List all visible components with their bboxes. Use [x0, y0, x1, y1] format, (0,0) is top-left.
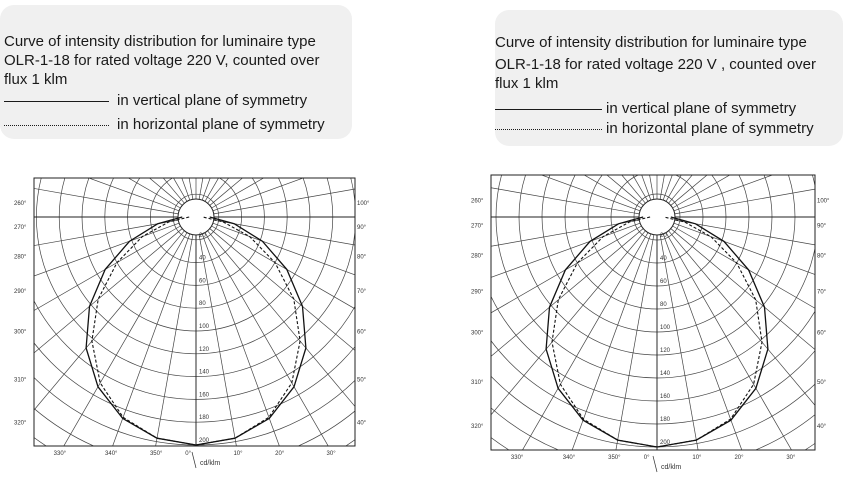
angle-tick-label-bottom: 20°	[734, 455, 744, 461]
angle-tick-label-bottom: 20°	[275, 451, 285, 457]
caption-box	[495, 10, 843, 146]
radial-tick-label: 200	[660, 440, 671, 446]
angle-tick-label-bottom: 330°	[510, 455, 524, 461]
caption-box	[0, 5, 352, 139]
radial-tick-label: 80	[199, 301, 206, 308]
angle-tick-label-right: 40°	[357, 420, 367, 427]
radial-tick-label: 160	[199, 392, 210, 399]
unit-arrow	[653, 456, 657, 472]
caption-line: OLR-1-18 for rated voltage 220 V , counted over	[495, 56, 817, 73]
angle-tick-label-left: 320°	[471, 424, 484, 430]
angle-tick-label-left: 270°	[471, 223, 484, 230]
hub-circle	[639, 199, 675, 235]
solid-line-swatch	[495, 109, 602, 110]
angle-tick-label-right: 70°	[817, 289, 827, 296]
radial-tick-label: 80	[660, 302, 667, 308]
radial-tick-label: 120	[660, 348, 671, 354]
radial-tick-label: 200	[199, 438, 210, 444]
angle-tick-label-right: 50°	[357, 377, 367, 384]
angle-tick-label-bottom: 0°	[185, 451, 192, 457]
angle-tick-label-bottom: 340°	[105, 451, 118, 457]
angle-tick-label-bottom: 350°	[608, 455, 621, 461]
dotted-line-swatch	[4, 125, 109, 126]
chart-panel-right	[427, 0, 853, 495]
radial-tick-label: 100	[199, 324, 210, 330]
angle-tick-label-right: 40°	[817, 424, 827, 430]
unit-label: cd/klm	[661, 464, 682, 471]
angle-tick-label-left: 300°	[14, 329, 27, 336]
angle-tick-label-right: 60°	[817, 330, 827, 337]
polar-intensity-chart	[427, 165, 853, 495]
radial-tick-label: 20	[660, 233, 667, 239]
angle-tick-label-left: 310°	[14, 377, 27, 384]
angle-tick-label-left: 310°	[471, 380, 484, 386]
radial-tick-label: 60	[199, 278, 206, 285]
radial-tick-label: 140	[199, 369, 210, 376]
angle-tick-label-right: 100°	[817, 198, 830, 205]
radial-tick-label: 160	[660, 394, 671, 400]
radial-tick-label: 40	[199, 255, 206, 262]
radial-tick-label: 180	[199, 415, 210, 422]
grid-spoke	[501, 235, 654, 495]
unit-label: cd/klm	[200, 460, 221, 467]
caption-line: Curve of intensity distribution for luminaire type	[4, 33, 316, 50]
angle-tick-label-left: 260°	[14, 200, 27, 207]
chart-panel-left	[0, 0, 426, 495]
unit-arrow	[192, 452, 196, 468]
angle-tick-label-left: 280°	[471, 253, 484, 260]
angle-tick-label-right: 70°	[357, 289, 367, 296]
solid-line-swatch	[4, 101, 109, 102]
angle-tick-label-right: 80°	[817, 253, 827, 260]
legend-label: in vertical plane of symmetry	[606, 100, 797, 117]
angle-tick-label-left: 280°	[14, 254, 27, 261]
angle-tick-label-left: 300°	[471, 330, 484, 337]
angle-tick-label-left: 290°	[14, 289, 27, 296]
angle-tick-label-bottom: 330°	[53, 451, 67, 457]
angle-tick-label-bottom: 30°	[786, 455, 796, 461]
radial-tick-label: 40	[660, 256, 667, 262]
grid-spoke	[675, 220, 853, 373]
angle-tick-label-bottom: 340°	[562, 455, 576, 461]
angle-tick-label-left: 270°	[14, 224, 27, 231]
angle-tick-label-bottom: 10°	[233, 451, 243, 457]
angle-tick-label-bottom: 350°	[149, 451, 163, 457]
radial-tick-label: 120	[199, 346, 210, 353]
caption-line: OLR-1-18 for rated voltage 220 V, counted over	[4, 52, 320, 69]
angle-tick-label-right: 100°	[357, 200, 370, 207]
dotted-line-swatch	[495, 129, 602, 130]
legend-label: in horizontal plane of symmetry	[117, 116, 325, 133]
polar-intensity-chart	[0, 165, 426, 495]
angle-tick-label-bottom: 30°	[326, 451, 336, 457]
hub-circle	[178, 199, 214, 235]
angle-tick-label-right: 50°	[817, 380, 827, 386]
radial-tick-label: 100	[660, 325, 671, 331]
angle-tick-label-bottom: 0°	[643, 455, 650, 461]
angle-tick-label-left: 260°	[471, 198, 484, 205]
radial-tick-label: 20	[199, 232, 206, 239]
legend-label: in vertical plane of symmetry	[117, 92, 308, 109]
radial-tick-label: 180	[660, 417, 671, 423]
angle-tick-label-left: 290°	[471, 289, 484, 296]
radial-tick-label: 60	[660, 279, 667, 285]
caption-line: Curve of intensity distribution for luminaire type	[495, 34, 807, 51]
angle-tick-label-right: 90°	[817, 223, 827, 230]
legend-label: in horizontal plane of symmetry	[606, 120, 814, 137]
angle-tick-label-left: 320°	[14, 420, 27, 427]
angle-tick-label-right: 60°	[357, 329, 367, 336]
caption-line: flux 1 klm	[495, 75, 559, 92]
radial-tick-label: 140	[660, 371, 671, 377]
angle-tick-label-bottom: 10°	[692, 455, 702, 461]
angle-tick-label-right: 90°	[357, 224, 367, 231]
angle-tick-label-right: 80°	[357, 254, 367, 261]
caption-line: flux 1 klm	[4, 71, 68, 88]
